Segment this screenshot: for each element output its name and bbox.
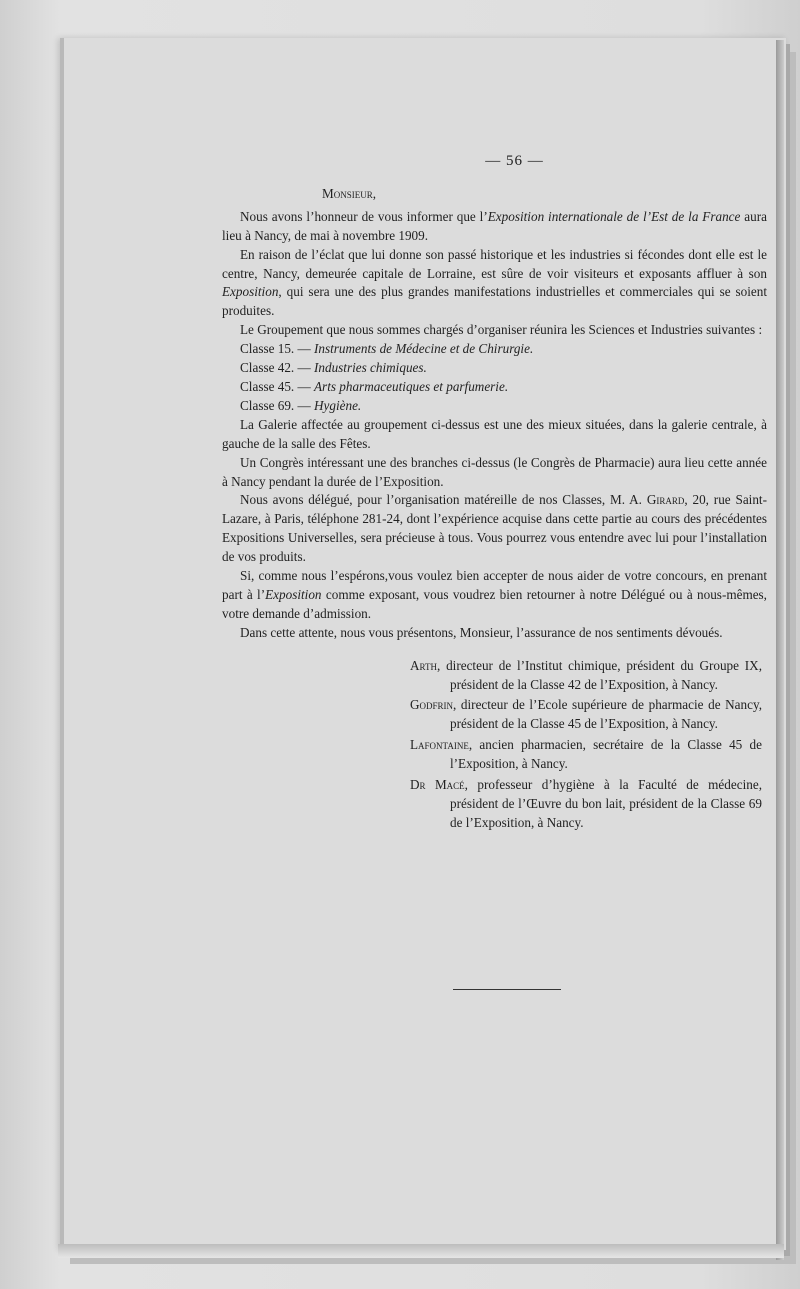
class-list — [222, 340, 767, 416]
signatories — [410, 657, 762, 833]
signatory-description: , ancien pharmacien, secrétaire de la Classe 45 de l’Exposition, à Nancy. — [450, 737, 762, 772]
text-run: Si, comme nous l’espérons,vous voulez bien accepter de nous aider de votre concours, en prenant part à l’ — [222, 568, 767, 602]
paragraph-galerie: La Galerie affectée au groupement ci-dessus est une des mieux situées, dans la galerie centrale, à gauche de la salle des Fêtes. — [222, 416, 767, 451]
signatory-name: Arth — [410, 657, 437, 673]
class-item — [222, 378, 767, 397]
signatory-name: Dr Macé — [410, 777, 465, 793]
italic-word: Exposition — [265, 586, 322, 602]
class-name: Instruments de Médecine et de Chirurgie. — [314, 341, 534, 357]
page-edge-bottom — [58, 1244, 784, 1258]
paragraph-admission — [222, 567, 767, 624]
page-edge-right — [776, 40, 784, 1260]
class-number: Classe 45. — [240, 378, 295, 394]
paragraph-nancy — [222, 246, 767, 322]
italic-word: Exposition — [222, 284, 279, 300]
signatory-name: Godfrin — [410, 697, 454, 713]
signatory — [410, 657, 762, 695]
class-dash: — — [294, 341, 314, 357]
class-dash: — — [294, 360, 314, 376]
signatory — [410, 736, 762, 774]
text-run: Nous avons l’honneur de vous informer que l’ — [240, 208, 488, 224]
paragraph-groupement: Le Groupement que nous sommes chargés d’organiser réunira les Sciences et Industries suivantes : — [240, 322, 763, 338]
class-name: Hygiène. — [314, 397, 362, 413]
text-run: , 20, rue Saint-Lazare, à Paris, téléphone 281-24, dont l’expérience acquise dans cette partie au cours des précédentes Expositions Universelles, sera précieuse à tous. Vous pourrez vous entendre avec lui pour l’installation de vos produits. — [222, 492, 767, 565]
signatory — [410, 696, 762, 734]
text-run: Nous avons délégué, pour l’organisation matéreille de nos Classes, M. A. — [240, 492, 647, 508]
class-number: Classe 15. — [240, 341, 295, 357]
class-number: Classe 69. — [240, 397, 295, 413]
text-run: En raison de l’éclat que lui donne son passé historique et les industries si fécondes dont elle est le centre, Nancy, demeurée capitale de Lorraine, est sûre de voir visiteurs et exposants affluer à son — [222, 246, 767, 281]
class-item — [222, 359, 767, 378]
letter-body — [222, 152, 767, 835]
text-run: aura lieu à Nancy, de mai à novembre 1909. — [222, 208, 767, 243]
class-item — [222, 340, 767, 359]
salutation: Monsieur, — [322, 185, 377, 201]
exposition-title: Exposition internationale de l’Est de la France — [487, 208, 741, 224]
closing-rule — [453, 989, 561, 990]
class-number: Classe 42. — [240, 360, 295, 376]
signatory-description: , directeur de l’Ecole supérieure de pharmacie de Nancy, président de la Classe 45 de l’Exposition, à Nancy. — [450, 697, 762, 732]
class-name: Arts pharmaceutiques et parfumerie. — [314, 378, 509, 394]
class-name: Industries chimiques. — [314, 360, 427, 376]
signatory-name: Lafontaine — [410, 737, 469, 753]
class-item — [222, 397, 767, 416]
text-run: , qui sera une des plus grandes manifestations industrielles et commerciales qui se soient produites. — [222, 284, 767, 319]
paragraph-delegue — [222, 491, 767, 567]
page-number: — 56 — — [485, 153, 544, 169]
signatory-description: , professeur d’hygiène à la Faculté de médecine, président de l’Œuvre du bon lait, président de la Classe 69 de l’Exposition, à Nancy. — [450, 777, 762, 830]
signatory-description: , directeur de l’Institut chimique, président du Groupe IX, président de la Classe 42 de l’Exposition, à Nancy. — [436, 657, 762, 692]
signatory — [410, 776, 762, 833]
class-dash: — — [294, 378, 314, 394]
text-run: comme exposant, vous voudrez bien retourner à notre Délégué ou à nous-mêmes, votre demande d’admission. — [222, 586, 767, 621]
delegate-name: Girard — [646, 492, 685, 508]
paragraph-congres: Un Congrès intéressant une des branches ci-dessus (le Congrès de Pharmacie) aura lieu cette année à Nancy pendant la durée de l’Exposition. — [222, 454, 767, 489]
paragraph-announcement — [222, 208, 767, 246]
class-dash: — — [294, 397, 314, 413]
paragraph-closing: Dans cette attente, nous vous présentons, Monsieur, l’assurance de nos sentiments dévoués. — [240, 624, 723, 640]
